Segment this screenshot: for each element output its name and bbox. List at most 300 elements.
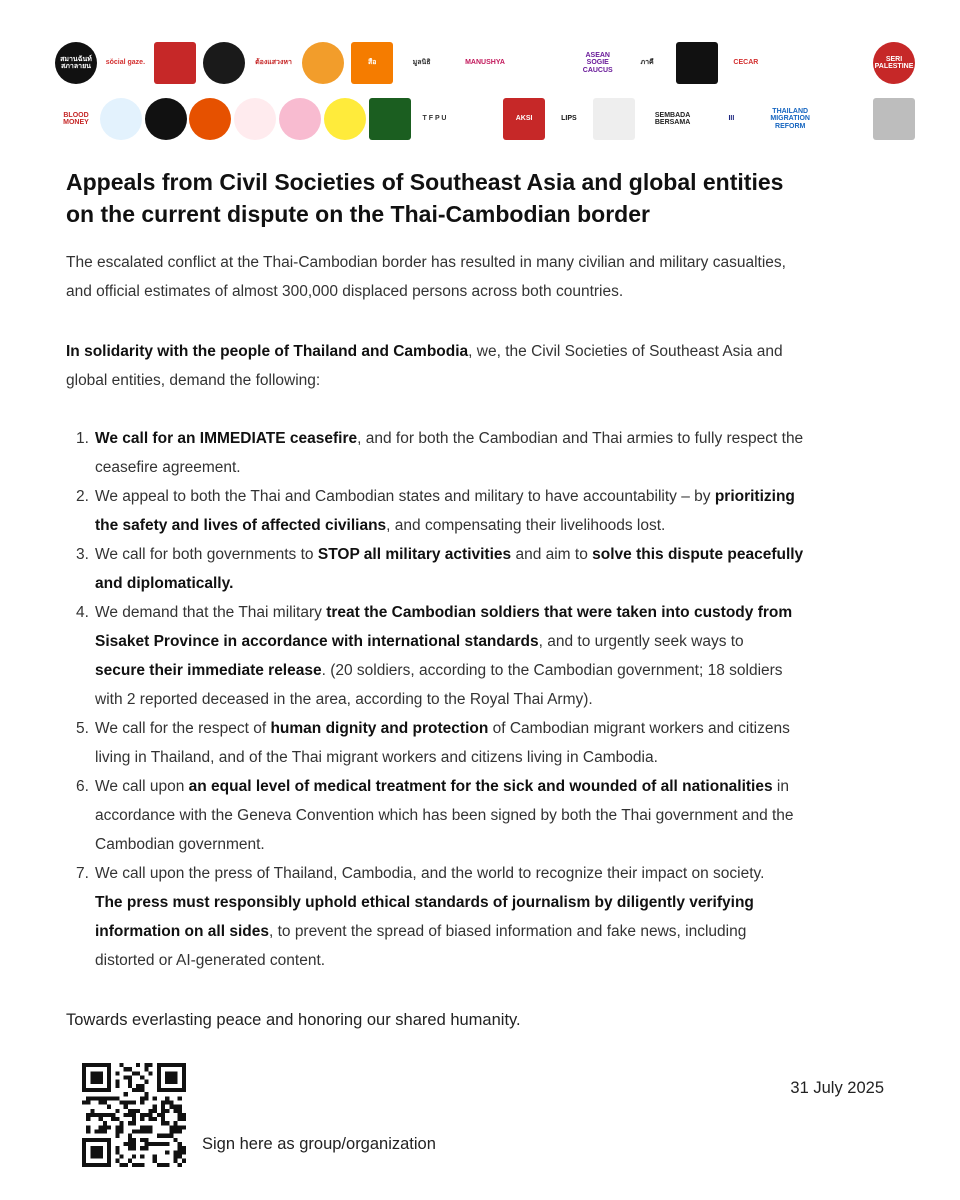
- qr-module: [169, 1130, 173, 1134]
- qr-module: [128, 1134, 132, 1138]
- aksi-logo: AKSI: [503, 98, 545, 140]
- red-symbol-logo: [234, 98, 276, 140]
- qr-module: [119, 1100, 123, 1104]
- demand-bold-text: We call for an IMMEDIATE ceasefire: [95, 430, 358, 447]
- qr-module: [136, 1088, 140, 1092]
- qr-module: [128, 1159, 132, 1163]
- qr-module: [161, 1117, 165, 1121]
- qr-module: [140, 1155, 144, 1159]
- sembada-bersama-logo: SEMBADA BERSAMA: [638, 98, 708, 140]
- demand-bold-text: and diplomatically.: [95, 575, 234, 592]
- cecar-logo: CECAR: [733, 59, 759, 67]
- demand-number: 6.: [76, 778, 89, 795]
- qr-module: [132, 1100, 136, 1104]
- qr-module: [128, 1067, 132, 1071]
- khmer-thai-circle-logo: สมานฉันท์ สภาลายน: [55, 42, 97, 84]
- black-seal-logo: [145, 98, 187, 140]
- flower-sq-logo: [676, 42, 718, 84]
- demand-text: Cambodian government.: [95, 836, 265, 853]
- demand-item: [66, 424, 906, 482]
- flame-logo: [458, 98, 500, 140]
- qr-module: [132, 1071, 136, 1075]
- demand-line: [95, 627, 906, 656]
- demand-text: , and compensating their livelihoods lost.: [386, 517, 666, 534]
- qr-module: [144, 1080, 148, 1084]
- qr-module: [144, 1063, 148, 1067]
- qr-module: [132, 1121, 136, 1125]
- qr-module: [140, 1163, 144, 1167]
- qr-module: [178, 1125, 182, 1129]
- qr-module: [169, 1100, 173, 1104]
- qr-module: [174, 1155, 178, 1159]
- qr-module: [140, 1096, 144, 1100]
- qr-module: [182, 1150, 186, 1154]
- qr-module: [161, 1113, 165, 1117]
- sign-here-label: Sign here as group/organization: [202, 1135, 436, 1153]
- demand-line: [95, 830, 906, 859]
- qr-module: [132, 1155, 136, 1159]
- qr-module: [115, 1130, 119, 1134]
- qr-module: [128, 1084, 132, 1088]
- demand-bold-text: the safety and lives of affected civilians: [95, 517, 387, 534]
- demand-bold-text: treat the Cambodian soldiers that were taken into custody from: [326, 604, 793, 621]
- qr-module: [157, 1163, 161, 1167]
- qr-module: [140, 1146, 144, 1150]
- intro-line-1: The escalated conflict at the Thai-Cambodian border has resulted in many civilian and military casualties,: [66, 254, 786, 271]
- pillar-logo: [828, 98, 870, 140]
- qr-module: [115, 1109, 119, 1113]
- qr-module: [153, 1159, 157, 1163]
- qr-module: [136, 1163, 140, 1167]
- qr-module: [128, 1075, 132, 1079]
- qr-module: [153, 1105, 157, 1109]
- qr-module: [174, 1130, 178, 1134]
- demand-number: 1.: [76, 430, 89, 447]
- demand-text: We call for the respect of: [95, 720, 271, 737]
- title-line-1: Appeals from Civil Societies of Southeast Asia and global entities: [66, 169, 784, 195]
- red-thai-text-logo: ต้องแสวงหา: [255, 59, 292, 67]
- document-date: 31 July 2025: [790, 1079, 884, 1097]
- qr-module: [115, 1071, 119, 1075]
- qr-module: [128, 1080, 132, 1084]
- qr-module: [178, 1130, 182, 1134]
- blue-seal-logo: [100, 98, 142, 140]
- logo-row-1: [55, 38, 915, 88]
- qr-module: [174, 1159, 178, 1163]
- qr-finder: [90, 1071, 102, 1083]
- qr-module: [144, 1067, 148, 1071]
- demand-bold-text: secure their immediate release: [95, 662, 322, 679]
- seri-palestine-logo: SERI PALESTINE: [873, 42, 915, 84]
- demand-text: of Cambodian migrant workers and citizens: [488, 720, 790, 737]
- qr-module: [90, 1109, 94, 1113]
- qr-module: [99, 1130, 103, 1134]
- sun-circle-logo: [189, 98, 231, 140]
- qr-module: [94, 1130, 98, 1134]
- qr-module: [136, 1084, 140, 1088]
- qr-module: [169, 1134, 173, 1138]
- qr-module: [103, 1125, 107, 1129]
- qr-module: [94, 1096, 98, 1100]
- qr-finder: [90, 1146, 102, 1158]
- qr-module: [149, 1125, 153, 1129]
- demand-number: 3.: [76, 546, 89, 563]
- qr-module: [124, 1075, 128, 1079]
- demand-text: in: [772, 778, 789, 795]
- demand-line: [95, 888, 906, 917]
- qr-module: [144, 1113, 148, 1117]
- demand-number: 4.: [76, 604, 89, 621]
- demand-text: , and to urgently seek ways to: [538, 633, 744, 650]
- qr-module: [99, 1100, 103, 1104]
- qr-module: [178, 1113, 182, 1117]
- qr-module: [99, 1125, 103, 1129]
- qr-module: [94, 1113, 98, 1117]
- qr-module: [99, 1096, 103, 1100]
- qr-module: [107, 1105, 111, 1109]
- thai-text-logo: มูลนิธิ: [412, 59, 431, 67]
- qr-module: [174, 1109, 178, 1113]
- demand-text: We call for both governments to: [95, 546, 318, 563]
- demand-text: and aim to: [511, 546, 593, 563]
- title-line-2: on the current dispute on the Thai-Cambodian border: [66, 201, 650, 227]
- qr-module: [86, 1125, 90, 1129]
- qr-module: [153, 1109, 157, 1113]
- qr-module: [182, 1113, 186, 1117]
- qr-module: [111, 1117, 115, 1121]
- demand-line: [95, 685, 906, 714]
- qr-module: [165, 1163, 169, 1167]
- qr-module: [140, 1138, 144, 1142]
- demand-line: [95, 540, 906, 569]
- qr-module: [128, 1142, 132, 1146]
- qr-module: [128, 1138, 132, 1142]
- manushya-logo: MANUSHYA: [450, 42, 520, 84]
- qr-module: [136, 1063, 140, 1067]
- intro-paragraph: [66, 248, 906, 306]
- qr-module: [136, 1071, 140, 1075]
- qr-module: [128, 1121, 132, 1125]
- demand-line: [95, 743, 906, 772]
- qr-module: [115, 1134, 119, 1138]
- qr-module: [103, 1096, 107, 1100]
- demand-line: [95, 801, 906, 830]
- demand-bold-text: prioritizing: [714, 488, 795, 505]
- demand-text: We appeal to both the Thai and Cambodian states and military to have accountability – by: [95, 488, 715, 505]
- qr-module: [165, 1096, 169, 1100]
- demand-line: [95, 482, 906, 511]
- qr-module: [111, 1113, 115, 1117]
- demand-item: [66, 540, 906, 598]
- demand-item: [66, 772, 906, 859]
- qr-module: [157, 1134, 161, 1138]
- qr-module: [107, 1096, 111, 1100]
- qr-module: [161, 1134, 165, 1138]
- qr-module: [115, 1084, 119, 1088]
- qr-module: [165, 1142, 169, 1146]
- demand-line: [95, 772, 906, 801]
- qr-module: [149, 1117, 153, 1121]
- solidarity-paragraph: [66, 337, 906, 395]
- qr-module: [153, 1117, 157, 1121]
- qr-module: [182, 1159, 186, 1163]
- black-triangle-logo: [527, 42, 569, 84]
- demand-text: living in Thailand, and of the Thai migrant workers and citizens living in Cambodia.: [95, 749, 658, 766]
- qr-module: [132, 1113, 136, 1117]
- qr-module: [124, 1113, 128, 1117]
- solidarity-line-2: global entities, demand the following:: [66, 372, 321, 389]
- qr-module: [107, 1113, 111, 1117]
- qr-module: [128, 1100, 132, 1104]
- qr-module: [178, 1096, 182, 1100]
- qr-module: [178, 1163, 182, 1167]
- page-title: [66, 166, 896, 230]
- qr-module: [119, 1130, 123, 1134]
- qr-module: [132, 1138, 136, 1142]
- qr-module: [140, 1100, 144, 1104]
- qr-module: [157, 1113, 161, 1117]
- demand-bold-text: human dignity and protection: [270, 720, 489, 737]
- qr-module: [124, 1163, 128, 1167]
- demand-line: [95, 946, 906, 975]
- demand-number: 5.: [76, 720, 89, 737]
- colorful-text-logo: [873, 98, 915, 140]
- qr-module: [140, 1075, 144, 1079]
- qr-module: [124, 1105, 128, 1109]
- qr-module: [115, 1096, 119, 1100]
- qr-module: [99, 1117, 103, 1121]
- black-circle-art-logo: [203, 42, 245, 84]
- demand-text: distorted or AI-generated content.: [95, 952, 326, 969]
- qr-code[interactable]: [82, 1063, 186, 1167]
- qr-module: [144, 1146, 148, 1150]
- qr-module: [103, 1121, 107, 1125]
- demand-bold-text: The press must responsibly uphold ethical standards of journalism by diligently verifying: [95, 894, 754, 911]
- logo-row-2: [55, 94, 915, 144]
- thai-script-logo: ภาคี: [640, 59, 654, 67]
- qr-module: [169, 1105, 173, 1109]
- qr-module: [182, 1125, 186, 1129]
- qr-module: [103, 1130, 107, 1134]
- qr-module: [149, 1113, 153, 1117]
- qr-module: [161, 1105, 165, 1109]
- qr-module: [119, 1155, 123, 1159]
- qr-module: [149, 1142, 153, 1146]
- lips-logo: LIPS: [561, 115, 577, 123]
- qr-module: [128, 1146, 132, 1150]
- demands-list: [66, 424, 906, 975]
- qr-module: [178, 1142, 182, 1146]
- demand-text: We call upon: [95, 778, 189, 795]
- qr-module: [115, 1117, 119, 1121]
- asean-sogie-caucus-logo: ASEAN SOGIE CAUCUS: [582, 51, 613, 74]
- qr-module: [165, 1109, 169, 1113]
- demand-number: 2.: [76, 488, 89, 505]
- qr-module: [86, 1113, 90, 1117]
- qr-module: [153, 1155, 157, 1159]
- qr-module: [165, 1150, 169, 1154]
- qr-module: [90, 1096, 94, 1100]
- thailand-migration-reform-logo: THAILAND MIGRATION REFORM: [755, 98, 825, 140]
- qr-module: [86, 1100, 90, 1104]
- red-square-logo: [154, 42, 196, 84]
- qr-module: [178, 1155, 182, 1159]
- demand-line: [95, 511, 906, 540]
- qr-module: [165, 1121, 169, 1125]
- qr-module: [132, 1117, 136, 1121]
- qr-module: [124, 1100, 128, 1104]
- qr-module: [140, 1088, 144, 1092]
- qr-module: [132, 1146, 136, 1150]
- qr-module: [86, 1117, 90, 1121]
- qr-module: [115, 1080, 119, 1084]
- qr-module: [144, 1138, 148, 1142]
- blood-money-logo: BLOOD MONEY: [63, 111, 89, 126]
- qr-module: [119, 1163, 123, 1167]
- qr-module: [115, 1159, 119, 1163]
- qr-module: [107, 1125, 111, 1129]
- solidarity-rest: , we, the Civil Societies of Southeast Asia and: [468, 343, 783, 360]
- mountain-logo: [774, 42, 816, 84]
- green-emblem-logo: [369, 98, 411, 140]
- qr-module: [111, 1096, 115, 1100]
- qr-module: [161, 1100, 165, 1104]
- qr-module: [124, 1092, 128, 1096]
- qr-module: [165, 1134, 169, 1138]
- demand-text: We demand that the Thai military: [95, 604, 327, 621]
- qr-module: [124, 1067, 128, 1071]
- qr-module: [136, 1109, 140, 1113]
- qr-module: [115, 1125, 119, 1129]
- partner-logos: [55, 38, 915, 150]
- qr-module: [140, 1084, 144, 1088]
- qr-module: [144, 1092, 148, 1096]
- solidarity-line-1: [66, 337, 906, 366]
- demand-bold-text: information on all sides: [95, 923, 269, 940]
- demand-text: We call upon the press of Thailand, Cambodia, and the world to recognize their impact on society.: [95, 865, 765, 882]
- demand-text: , to prevent the spread of biased information and fake news, including: [268, 923, 747, 940]
- qr-finder: [165, 1071, 177, 1083]
- qr-module: [140, 1130, 144, 1134]
- qr-module: [178, 1117, 182, 1121]
- qr-module: [90, 1113, 94, 1117]
- social-gaze-logo: sŏcial gaze.: [105, 59, 146, 67]
- demand-text: . (20 soldiers, according to the Cambodian government; 18 soldiers: [321, 662, 783, 679]
- qr-module: [86, 1096, 90, 1100]
- demand-line: [95, 598, 906, 627]
- demand-item: [66, 598, 906, 714]
- qr-module: [144, 1142, 148, 1146]
- demand-bold-text: solve this dispute peacefully: [592, 546, 804, 563]
- qr-module: [140, 1113, 144, 1117]
- qr-module: [149, 1130, 153, 1134]
- demand-line: [95, 569, 906, 598]
- qr-module: [149, 1063, 153, 1067]
- solidarity-bold: In solidarity with the people of Thailand and Cambodia: [66, 343, 469, 360]
- demand-item: [66, 482, 906, 540]
- demand-text: ceasefire agreement.: [95, 459, 241, 476]
- qr-module: [115, 1150, 119, 1154]
- demand-text: , and for both the Cambodian and Thai armies to fully respect the: [357, 430, 804, 447]
- eu-stars-logo: III: [710, 98, 752, 140]
- qr-module: [124, 1142, 128, 1146]
- pink-circle-logo: [279, 98, 321, 140]
- demand-text: accordance with the Geneva Convention which has been signed by both the Thai government and the: [95, 807, 794, 824]
- qr-module: [149, 1109, 153, 1113]
- qr-module: [119, 1063, 123, 1067]
- qr-module: [174, 1105, 178, 1109]
- qr-module: [182, 1146, 186, 1150]
- qr-module: [132, 1088, 136, 1092]
- qr-module: [99, 1113, 103, 1117]
- intro-line-2: and official estimates of almost 300,000 displaced persons across both countries.: [66, 283, 624, 300]
- qr-module: [103, 1113, 107, 1117]
- demand-bold-text: STOP all military activities: [317, 546, 512, 563]
- qr-module: [174, 1138, 178, 1142]
- qr-module: [178, 1146, 182, 1150]
- qr-module: [128, 1109, 132, 1113]
- closing-statement: Towards everlasting peace and honoring our shared humanity.: [66, 1011, 521, 1029]
- qr-module: [157, 1142, 161, 1146]
- qr-module: [132, 1130, 136, 1134]
- qr-module: [149, 1071, 153, 1075]
- demand-line: [95, 917, 906, 946]
- qr-module: [128, 1113, 132, 1117]
- qr-module: [182, 1117, 186, 1121]
- orange-seal-logo: [302, 42, 344, 84]
- demand-line: [95, 453, 906, 482]
- qr-module: [178, 1109, 182, 1113]
- qr-module: [165, 1100, 169, 1104]
- qr-module: [161, 1121, 165, 1125]
- qr-module: [115, 1146, 119, 1150]
- demand-item: [66, 859, 906, 975]
- tfpu-logo: T F P U: [414, 98, 456, 140]
- qr-module: [178, 1105, 182, 1109]
- orange-sq-logo: สือ: [351, 42, 393, 84]
- demand-line: [95, 714, 906, 743]
- qr-module: [119, 1121, 123, 1125]
- green-bird-logo: [824, 42, 866, 84]
- qr-module: [174, 1125, 178, 1129]
- demand-item: [66, 714, 906, 772]
- pattern-logo: [593, 98, 635, 140]
- qr-module: [132, 1142, 136, 1146]
- qr-module: [161, 1142, 165, 1146]
- qr-module: [161, 1109, 165, 1113]
- qr-module: [119, 1125, 123, 1129]
- qr-module: [161, 1163, 165, 1167]
- qr-module: [103, 1100, 107, 1104]
- qr-module: [140, 1125, 144, 1129]
- demand-bold-text: an equal level of medical treatment for the sick and wounded of all nationalities: [188, 778, 773, 795]
- qr-module: [144, 1130, 148, 1134]
- qr-module: [86, 1130, 90, 1134]
- qr-module: [153, 1096, 157, 1100]
- qr-module: [136, 1130, 140, 1134]
- qr-module: [82, 1100, 86, 1104]
- amnesty-candle-logo: [324, 98, 366, 140]
- qr-module: [144, 1125, 148, 1129]
- qr-module: [132, 1109, 136, 1113]
- qr-module: [174, 1150, 178, 1154]
- qr-module: [132, 1163, 136, 1167]
- qr-module: [169, 1125, 173, 1129]
- demand-line: [95, 859, 906, 888]
- qr-module: [140, 1117, 144, 1121]
- qr-module: [144, 1096, 148, 1100]
- demand-number: 7.: [76, 865, 89, 882]
